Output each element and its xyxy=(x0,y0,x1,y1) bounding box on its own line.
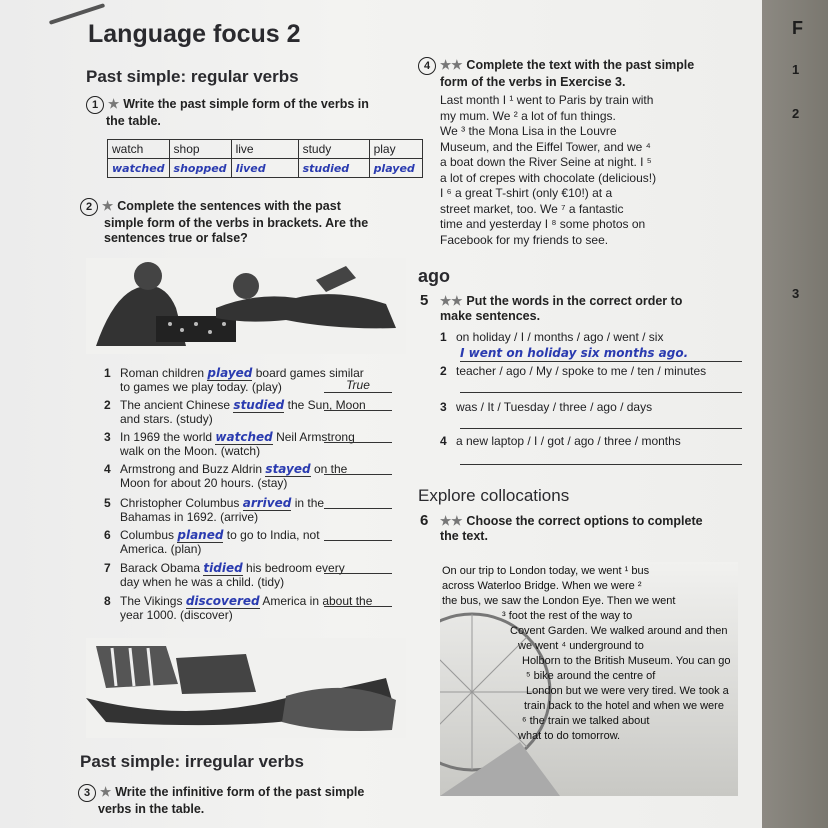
sentence-text-line2: America. (plan) xyxy=(120,542,202,556)
sentence-text-after: to go to India, not xyxy=(226,528,320,542)
exercise-6-text-line: ⁶ the train we talked about xyxy=(522,715,650,727)
sentence-text-before: The ancient Chinese xyxy=(120,398,231,412)
exercise-5-item: 3 was / It / Tuesday / three / ago / days xyxy=(440,400,653,414)
exercise-5-instruction xyxy=(420,293,750,324)
true-false-answer[interactable] xyxy=(324,573,392,574)
margin-mark: 3 xyxy=(792,286,800,301)
star-icon: ★ xyxy=(100,785,112,799)
exercise-6-text-line: the bus, we saw the London Eye. Then we went xyxy=(442,595,676,607)
section-heading-explore: Explore collocations xyxy=(418,486,570,505)
sentence-answer[interactable]: discovered xyxy=(185,594,260,608)
sentence-answer[interactable]: played xyxy=(207,366,253,380)
exercise-5-words: a new laptop / I / got / ago / three / months xyxy=(456,434,681,448)
exercise-5-item: 2 teacher / ago / My / spoke to me / ten / minutes xyxy=(440,364,707,378)
sentence-text-before: In 1969 the world xyxy=(120,430,213,444)
exercise-4-text-line: my mum. We ² a lot of fun things. xyxy=(440,108,616,123)
exercise-4-text-line: I ⁶ a great T-shirt (only €10!) at a xyxy=(440,186,613,200)
exercise-6-number: 6 xyxy=(420,512,429,529)
true-false-answer[interactable] xyxy=(324,474,392,475)
sentence-text-line2: day when he was a child. (tidy) xyxy=(120,575,285,589)
sentence-text-after: his bedroom every xyxy=(246,561,345,575)
exercise-5-answer-line[interactable] xyxy=(460,392,742,393)
exercise-1-line2: the table. xyxy=(106,114,161,128)
sentence-number: 8 xyxy=(104,594,111,608)
exercise-4-text-line: street market, too. We ⁷ a fantastic xyxy=(440,201,624,216)
exercise-3-instruction xyxy=(78,784,398,817)
true-false-answer[interactable] xyxy=(324,540,392,541)
exercise-2-sentence xyxy=(104,398,404,426)
sentence-answer[interactable]: watched xyxy=(215,430,273,444)
verb-table xyxy=(107,139,423,178)
answer-cell: lived xyxy=(231,159,298,178)
verb-cell: study xyxy=(298,140,369,159)
exercise-4-text-line: Museum, and the Eiffel Tower, and we ⁴ xyxy=(440,139,651,154)
exercise-5-answer-line[interactable] xyxy=(460,464,742,465)
exercise-5-answer-line[interactable] xyxy=(460,428,742,429)
sentence-number: 6 xyxy=(104,528,111,542)
section-heading-irregular: Past simple: irregular verbs xyxy=(80,752,304,771)
exercise-6-text-line: train back to the hotel and when we were xyxy=(524,700,724,712)
star-icon: ★★ xyxy=(440,294,463,308)
exercise-6-text-line: ⁵ bike around the centre of xyxy=(526,670,656,682)
london-eye-photo xyxy=(440,562,738,796)
exercise-4-line1: Complete the text with the past simple xyxy=(466,58,695,72)
sentence-text-before: The Vikings xyxy=(120,594,183,608)
sentence-text-after: America in about the xyxy=(262,594,373,608)
true-false-answer[interactable] xyxy=(324,606,392,607)
sentence-number: 5 xyxy=(104,496,111,510)
exercise-5-item: 1 on holiday / I / months / ago / went / six xyxy=(440,330,664,344)
exercise-1-number: 1 xyxy=(86,96,104,114)
margin-letter: F xyxy=(792,18,803,38)
answer-cell: watched xyxy=(108,159,170,178)
exercise-4-instruction xyxy=(418,57,748,90)
exercise-6-text-line: across Waterloo Bridge. When we were ² xyxy=(442,580,642,592)
verb-cell: shop xyxy=(169,140,231,159)
exercise-6-text-line: Holborn to the British Museum. You can go xyxy=(522,655,731,667)
true-false-answer[interactable] xyxy=(324,508,392,509)
sentence-text-line2: and stars. (study) xyxy=(120,412,213,426)
sentence-answer[interactable]: tidied xyxy=(203,561,243,575)
exercise-5-number: 5 xyxy=(420,292,429,309)
sentence-answer[interactable]: stayed xyxy=(265,462,311,476)
true-false-answer[interactable] xyxy=(324,442,392,443)
exercise-5-line2: make sentences. xyxy=(440,309,541,323)
sentence-text-before: Barack Obama xyxy=(120,561,201,575)
section-heading-regular: Past simple: regular verbs xyxy=(86,67,299,86)
sentence-text-line2: Bahamas in 1692. (arrive) xyxy=(120,510,259,524)
sentence-number: 2 xyxy=(104,398,111,412)
sentence-text-after: on the xyxy=(313,462,348,476)
exercise-2-sentence xyxy=(104,594,404,622)
star-icon: ★★ xyxy=(440,58,463,72)
sentence-answer[interactable]: arrived xyxy=(242,496,292,510)
sentence-text-after: in the xyxy=(294,496,325,510)
exercise-5-answer[interactable]: I went on holiday six months ago. xyxy=(460,346,742,362)
exercise-1-instruction xyxy=(86,96,396,129)
sentence-text-line2: Moon for about 20 hours. (stay) xyxy=(120,476,288,490)
exercise-4-text-line: Facebook for my friends to see. xyxy=(440,232,609,247)
verb-cell: play xyxy=(369,140,422,159)
board-game-illustration xyxy=(86,258,406,354)
exercise-2-instruction xyxy=(80,198,400,246)
sentence-text-before: Columbus xyxy=(120,528,175,542)
margin-mark: 1 xyxy=(792,62,800,77)
right-page-edge xyxy=(762,0,828,828)
exercise-1-line1: Write the past simple form of the verbs in xyxy=(123,97,369,111)
exercise-4-text-line: We ³ the Mona Lisa in the Louvre xyxy=(440,124,617,138)
sentence-answer[interactable]: studied xyxy=(233,398,285,412)
exercise-6-text xyxy=(442,564,734,744)
star-icon: ★★ xyxy=(440,514,463,528)
exercise-6-text-line: On our trip to London today, we went ¹ bus xyxy=(442,565,650,577)
sentence-text-after: board games similar xyxy=(255,366,364,380)
exercise-4-text xyxy=(440,93,740,248)
exercise-6-instruction xyxy=(420,513,750,544)
exercise-2-line1: Complete the sentences with the past xyxy=(117,199,341,213)
exercise-2-sentence xyxy=(104,462,404,490)
exercise-2-number: 2 xyxy=(80,198,98,216)
answer-cell: studied xyxy=(298,159,369,178)
exercise-3-number: 3 xyxy=(78,784,96,802)
exercise-2-sentence xyxy=(104,561,404,589)
exercise-5-words: was / It / Tuesday / three / ago / days xyxy=(456,400,653,414)
exercise-6-text-line: what to do tomorrow. xyxy=(518,730,621,742)
exercise-6-line1: Choose the correct options to complete xyxy=(466,514,703,528)
exercise-4-number: 4 xyxy=(418,57,436,75)
sentence-text-line2: year 1000. (discover) xyxy=(120,608,233,622)
verb-cell: live xyxy=(231,140,298,159)
exercise-4-line2: form of the verbs in Exercise 3. xyxy=(440,75,626,89)
exercise-5-words: on holiday / I / months / ago / went / six xyxy=(456,330,664,344)
exercise-2-sentence xyxy=(104,430,404,458)
exercise-5-line1: Put the words in the correct order to xyxy=(466,294,683,308)
exercise-6-line2: the text. xyxy=(440,529,488,543)
page-title: Language focus 2 xyxy=(88,20,301,48)
exercise-6-text-line: ³ foot the rest of the way to xyxy=(502,610,633,622)
exercise-4-text-line: a lot of crepes with chocolate (delicious!) xyxy=(440,170,657,185)
exercise-5-words: teacher / ago / My / spoke to me / ten / minutes xyxy=(456,364,707,378)
sentence-text-line2: walk on the Moon. (watch) xyxy=(120,444,261,458)
exercise-3-line2: verbs in the table. xyxy=(98,802,205,816)
sentence-answer[interactable]: planed xyxy=(177,528,224,542)
answer-cell: played xyxy=(369,159,422,178)
exercise-6-text-line: we went ⁴ underground to xyxy=(518,640,644,652)
true-false-answer[interactable] xyxy=(324,410,392,411)
viking-ships-illustration xyxy=(86,638,406,738)
exercise-2-line3: sentences true or false? xyxy=(104,231,248,245)
sentence-text-line2: to games we play today. (play) xyxy=(120,380,282,394)
sentence-number: 7 xyxy=(104,561,111,575)
star-icon: ★ xyxy=(108,97,120,111)
sentence-number: 1 xyxy=(104,366,111,380)
answer-cell: shopped xyxy=(169,159,231,178)
sentence-text-before: Christopher Columbus xyxy=(120,496,240,510)
exercise-4-text-line: time and yesterday I ⁸ some photos on xyxy=(440,217,646,231)
sentence-text-after: the Sun, Moon xyxy=(287,398,366,412)
section-heading-ago: ago xyxy=(418,266,451,286)
true-false-answer[interactable]: True xyxy=(324,378,392,393)
sentence-text-before: Roman children xyxy=(120,366,205,380)
margin-mark: 2 xyxy=(792,106,800,121)
exercise-6-text-line: London but we were very tired. We took a xyxy=(526,685,729,697)
exercise-2-line2: simple form of the verbs in brackets. Are the xyxy=(104,216,369,230)
exercise-2-sentence xyxy=(104,496,404,524)
verb-cell: watch xyxy=(108,140,170,159)
exercise-2-sentence xyxy=(104,528,404,556)
exercise-4-text-line: Last month I ¹ went to Paris by train with xyxy=(440,93,654,107)
exercise-6-text-line: Covent Garden. We walked around and then xyxy=(510,625,728,637)
exercise-3-line1: Write the infinitive form of the past simple xyxy=(115,785,365,799)
sentence-number: 3 xyxy=(104,430,111,444)
sentence-text-after: Neil Armstrong xyxy=(276,430,355,444)
sentence-number: 4 xyxy=(104,462,111,476)
sentence-text-before: Armstrong and Buzz Aldrin xyxy=(120,462,263,476)
exercise-5-item: 4 a new laptop / I / got / ago / three / months xyxy=(440,434,681,448)
star-icon: ★ xyxy=(102,199,114,213)
exercise-4-text-line: a boat down the River Seine at night. I ⁵ xyxy=(440,155,652,169)
